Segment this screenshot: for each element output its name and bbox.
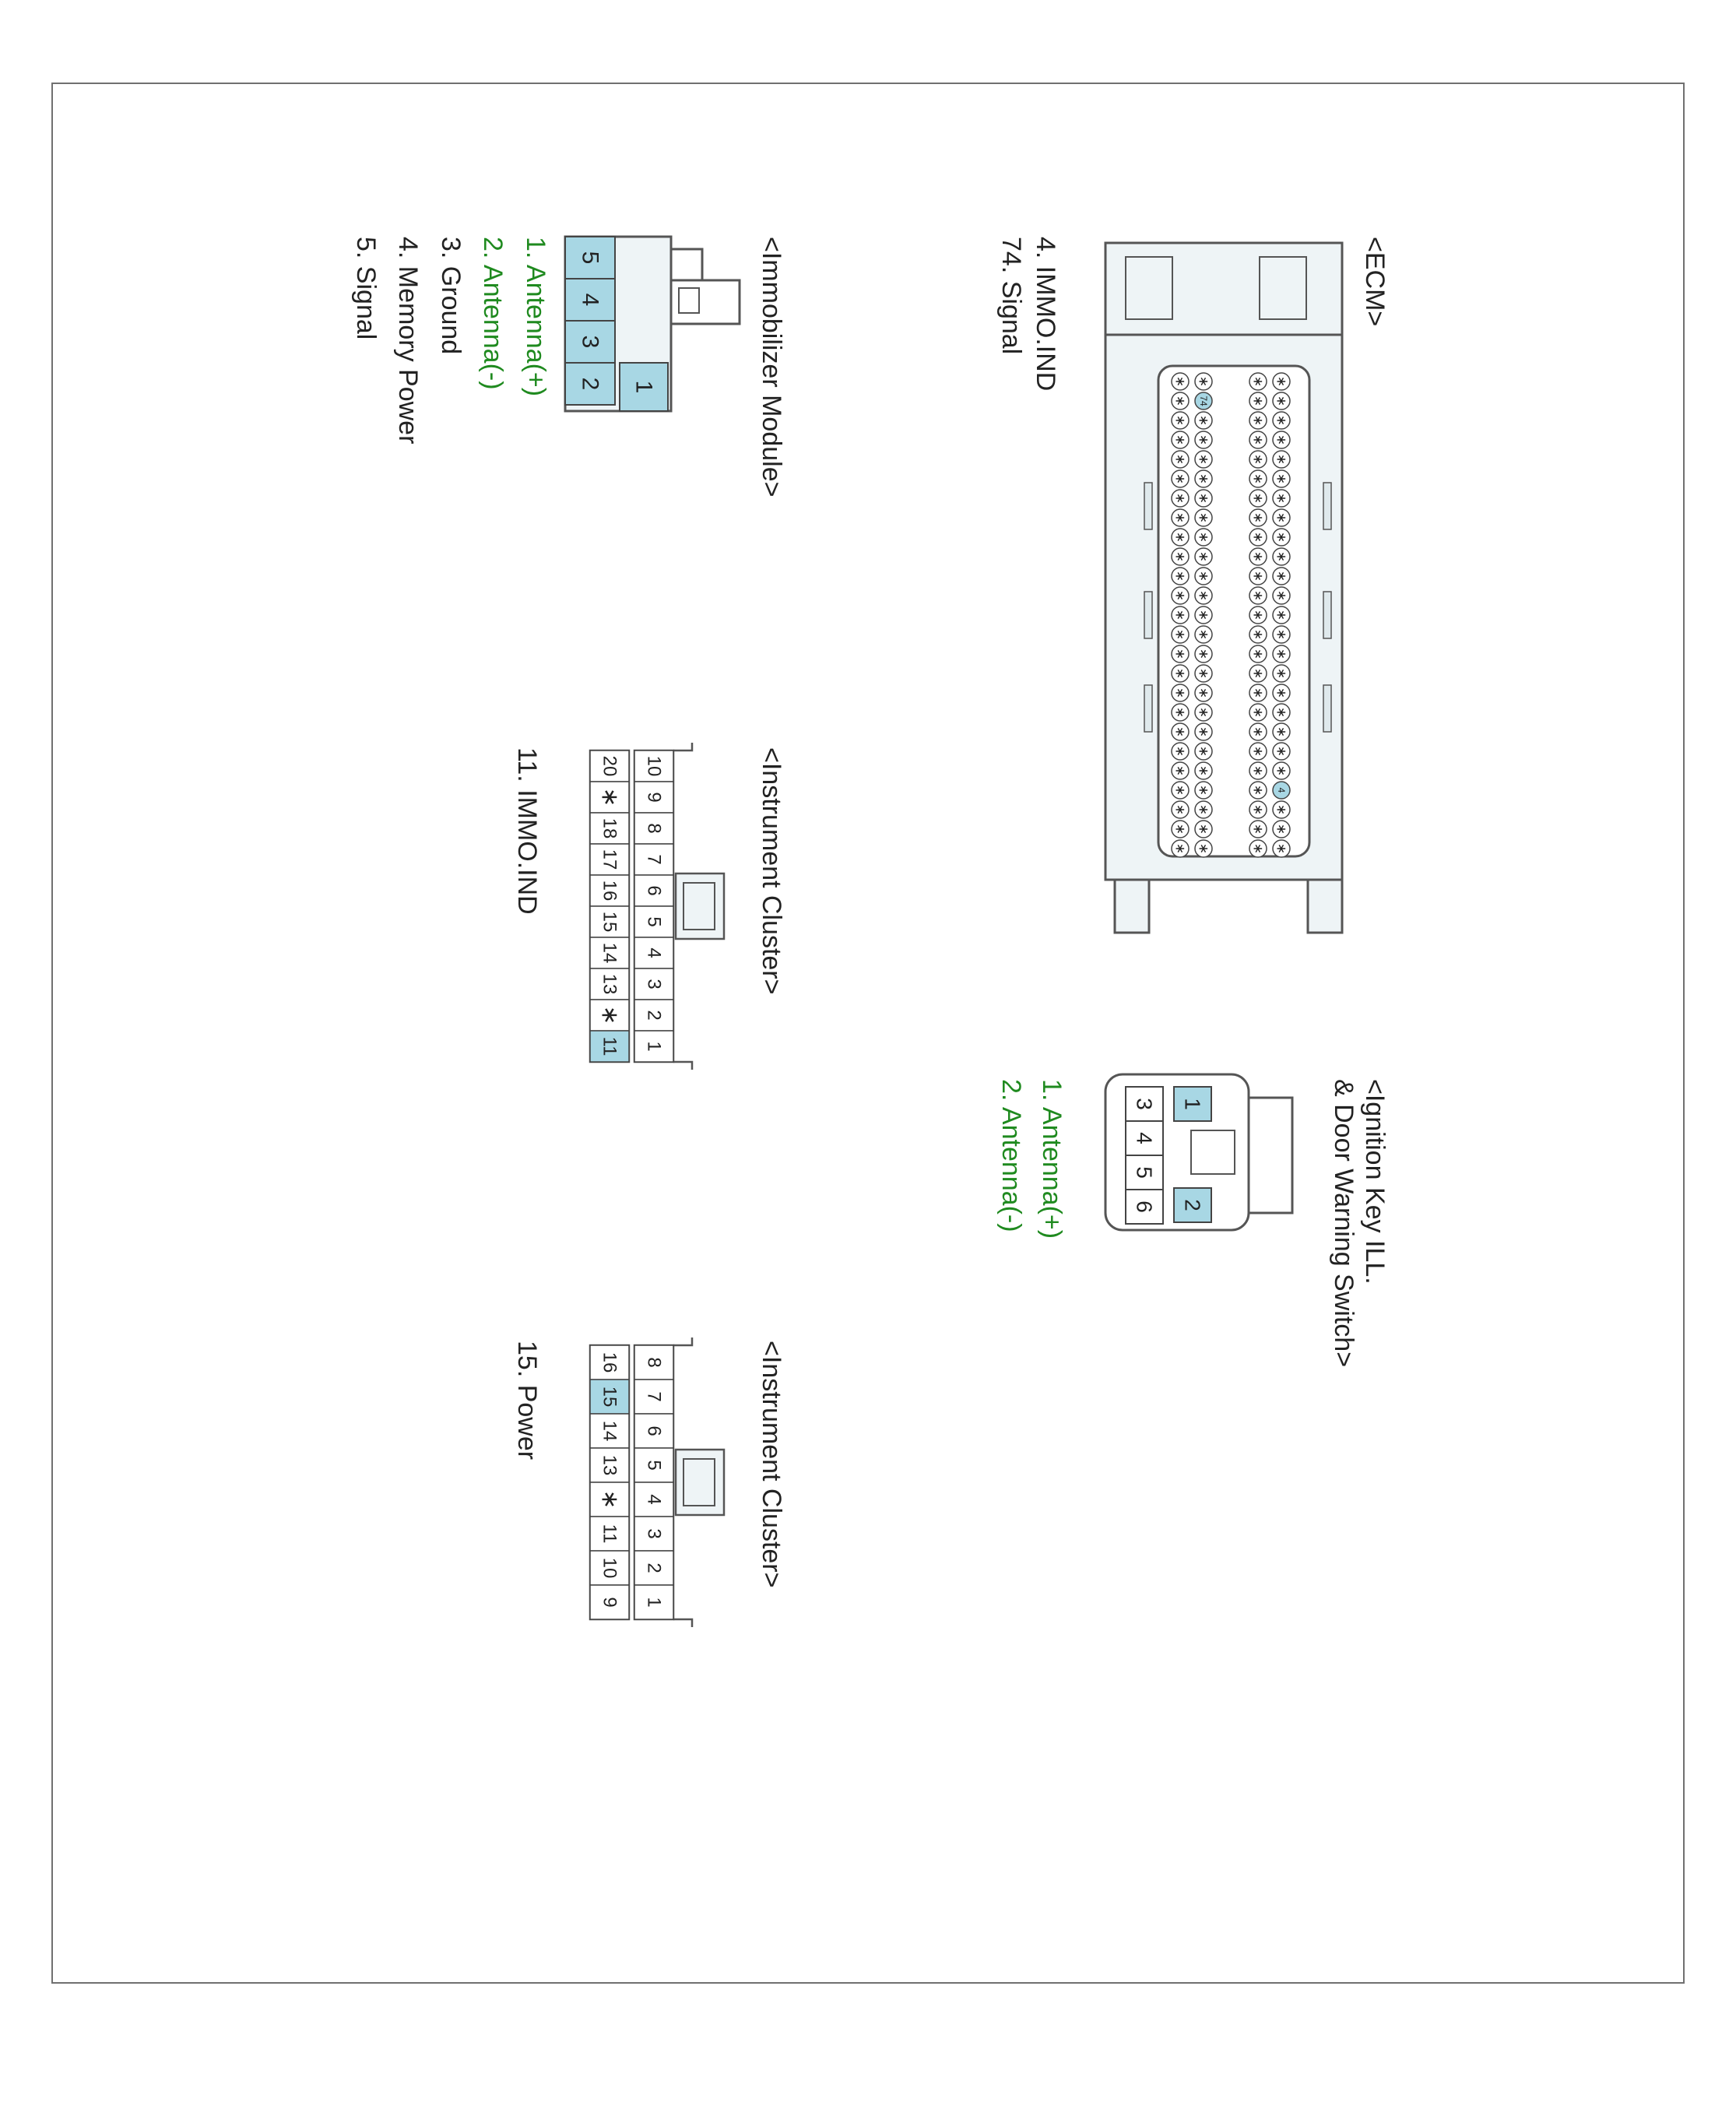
cluster2-cell-b-label-2: 14 bbox=[599, 1420, 620, 1442]
ecm-pin-label-24: ∗ bbox=[1274, 395, 1289, 407]
ecm-pin-label-72: ∗ bbox=[1196, 434, 1211, 446]
cluster2-cell-b-label-3: 13 bbox=[599, 1454, 620, 1476]
ecm-pin-label-80: ∗ bbox=[1172, 765, 1188, 777]
ecm-pin-4: 4. IMMO.IND bbox=[1031, 237, 1060, 392]
ecm-pin-label-32: ∗ bbox=[1250, 726, 1266, 738]
ecm-pin-label-66: ∗ bbox=[1196, 550, 1211, 563]
ecm-pin-label-51: ∗ bbox=[1196, 842, 1211, 855]
ecm-pin-label-79: ∗ bbox=[1172, 784, 1188, 796]
immobilizer-cell-label-3: 3 bbox=[577, 335, 603, 349]
ecm-pin-label-67: ∗ bbox=[1196, 531, 1211, 543]
ecm-rib-2 bbox=[1144, 685, 1152, 732]
ecm-pin-label-26: ∗ bbox=[1250, 842, 1266, 855]
ecm-pin-label-75: ∗ bbox=[1196, 375, 1211, 388]
ecm-pin-label-91: ∗ bbox=[1172, 550, 1188, 563]
ecm-pin-label-78: ∗ bbox=[1172, 803, 1188, 816]
cluster1-cell-label-9: 9 bbox=[643, 792, 665, 803]
ignition-latch bbox=[1249, 1098, 1292, 1213]
ecm-connector bbox=[1105, 243, 1342, 933]
cluster1-pin-11: 11. IMMO.IND bbox=[512, 747, 542, 915]
ecm-pin-label-63: ∗ bbox=[1196, 609, 1211, 621]
ecm-pin-label-37: ∗ bbox=[1250, 628, 1266, 641]
cluster2-cell-label-5: 5 bbox=[643, 1460, 665, 1471]
ecm-pin-label-89: ∗ bbox=[1172, 589, 1188, 602]
ecm-pin-label-39: ∗ bbox=[1250, 589, 1266, 602]
ecm-pin-label-76: ∗ bbox=[1172, 842, 1188, 855]
ecm-pin-label-62: ∗ bbox=[1196, 628, 1211, 641]
ecm-pin-label-68: ∗ bbox=[1196, 511, 1211, 524]
ecm-pin-label-44: ∗ bbox=[1250, 492, 1266, 504]
ecm-pin-label-49: ∗ bbox=[1250, 395, 1266, 407]
cluster2-cell-label-3: 3 bbox=[643, 1528, 665, 1539]
cluster1-cell-b-label-4: 16 bbox=[599, 880, 620, 902]
ecm-pin-label-17: ∗ bbox=[1274, 531, 1289, 543]
ecm-pin-label-94: ∗ bbox=[1172, 492, 1188, 504]
ecm-pin-label-84: ∗ bbox=[1172, 687, 1188, 699]
ecm-pin-label-18: ∗ bbox=[1274, 511, 1289, 524]
cluster1-cell-b-label-7: 13 bbox=[599, 973, 620, 995]
cluster1-cell-label-2: 2 bbox=[643, 1010, 665, 1021]
immobilizer-cell-label-4: 4 bbox=[577, 293, 603, 307]
ecm-pin-label-7: ∗ bbox=[1274, 726, 1289, 738]
ecm-pin-label-71: ∗ bbox=[1196, 453, 1211, 466]
ecm-pin-label-100: ∗ bbox=[1172, 375, 1188, 388]
ecm-pin-label-15: ∗ bbox=[1274, 570, 1289, 582]
ignition-cell-label-4: 4 bbox=[1132, 1132, 1157, 1144]
cluster1-cell-b-label-8: ∗ bbox=[596, 1005, 623, 1025]
cluster2-cell-b-label-7: 9 bbox=[599, 1597, 620, 1608]
ecm-pin-label-29: ∗ bbox=[1250, 784, 1266, 796]
ecm-foot-left bbox=[1115, 880, 1149, 933]
cluster1-cell-b-label-2: 18 bbox=[599, 817, 620, 839]
ecm-pin-label-64: ∗ bbox=[1196, 589, 1211, 602]
ecm-pin-label-83: ∗ bbox=[1172, 706, 1188, 719]
cluster2-title: <Instrument Cluster> bbox=[757, 1341, 786, 1588]
ecm-pin-74: 74. Signal bbox=[996, 237, 1026, 355]
ecm-pin-label-20: ∗ bbox=[1274, 473, 1289, 485]
cluster1-cell-label-8: 8 bbox=[643, 823, 665, 834]
ecm-pin-label-54: ∗ bbox=[1196, 784, 1211, 796]
cluster2-cell-label-7: 7 bbox=[643, 1391, 665, 1402]
immobilizer-lock bbox=[671, 280, 740, 324]
cluster1-cell-b-label-3: 17 bbox=[599, 849, 620, 870]
ecm-pin-label-25: ∗ bbox=[1274, 375, 1289, 388]
ignition-cell-label-6: 6 bbox=[1132, 1200, 1157, 1213]
ignition-cell-label-2: 2 bbox=[1180, 1199, 1205, 1211]
ecm-pin-label-92: ∗ bbox=[1172, 531, 1188, 543]
ignition-cell-label-1: 1 bbox=[1180, 1098, 1205, 1110]
cluster2-cell-label-8: 8 bbox=[643, 1357, 665, 1368]
ecm-rib-r-1 bbox=[1323, 592, 1331, 638]
ecm-pin-label-30: ∗ bbox=[1250, 765, 1266, 777]
ecm-pin-label-3: ∗ bbox=[1274, 803, 1289, 816]
cluster1-tab-bottom bbox=[673, 1062, 692, 1070]
ecm-rib-r-2 bbox=[1323, 685, 1331, 732]
ecm-pin-label-31: ∗ bbox=[1250, 745, 1266, 757]
ecm-pin-label-93: ∗ bbox=[1172, 511, 1188, 524]
cluster2-tab-top bbox=[673, 1337, 692, 1345]
cluster2-connector bbox=[590, 1337, 724, 1627]
ecm-pin-label-27: ∗ bbox=[1250, 823, 1266, 835]
immobilizer-cell-label-1: 1 bbox=[631, 380, 657, 394]
ecm-pin-label-81: ∗ bbox=[1172, 745, 1188, 757]
ecm-pin-label-33: ∗ bbox=[1250, 706, 1266, 719]
ecm-pin-label-69: ∗ bbox=[1196, 492, 1211, 504]
ecm-pin-label-96: ∗ bbox=[1172, 453, 1188, 466]
immobilizer-pin-2: 2. Antenna(-) bbox=[478, 237, 508, 390]
ecm-pin-label-50: ∗ bbox=[1250, 375, 1266, 388]
cluster1-cell-b-label-1: ∗ bbox=[596, 787, 623, 807]
ecm-pin-label-77: ∗ bbox=[1172, 823, 1188, 835]
cluster1-cell-b-label-0: 20 bbox=[599, 755, 620, 777]
cluster1-cell-label-1: 1 bbox=[643, 1041, 665, 1052]
ecm-pin-label-82: ∗ bbox=[1172, 726, 1188, 738]
ecm-rib-1 bbox=[1144, 592, 1152, 638]
cluster2-cell-b-label-0: 16 bbox=[599, 1352, 620, 1373]
cluster2-pin-15: 15. Power bbox=[512, 1341, 542, 1461]
ecm-pin-label-86: ∗ bbox=[1172, 648, 1188, 660]
ecm-pin-label-97: ∗ bbox=[1172, 434, 1188, 446]
ecm-rib-0 bbox=[1144, 483, 1152, 529]
ecm-pin-label-35: ∗ bbox=[1250, 667, 1266, 680]
ecm-title: <ECM> bbox=[1360, 237, 1390, 327]
ignition-title-line2: & Door Warning Switch> bbox=[1329, 1079, 1358, 1368]
ecm-pin-label-14: ∗ bbox=[1274, 589, 1289, 602]
ecm-pin-label-8: ∗ bbox=[1274, 706, 1289, 719]
immobilizer-cell-label-2: 2 bbox=[577, 377, 603, 391]
ecm-pin-label-43: ∗ bbox=[1250, 511, 1266, 524]
ecm-pin-label-16: ∗ bbox=[1274, 550, 1289, 563]
cluster2-tab-bottom bbox=[673, 1619, 692, 1627]
ecm-pin-label-85: ∗ bbox=[1172, 667, 1188, 680]
ecm-pin-label-2: ∗ bbox=[1274, 823, 1289, 835]
cluster1-cell-b-label-6: 14 bbox=[599, 942, 620, 964]
ecm-pin-label-61: ∗ bbox=[1196, 648, 1211, 660]
ecm-pin-label-55: ∗ bbox=[1196, 765, 1211, 777]
ecm-pin-label-70: ∗ bbox=[1196, 473, 1211, 485]
cluster2-cell-label-2: 2 bbox=[643, 1562, 665, 1573]
ecm-pin-label-10: ∗ bbox=[1274, 667, 1289, 680]
cluster2-cell-b-label-1: 15 bbox=[599, 1386, 620, 1408]
ignition-cell-label-5: 5 bbox=[1132, 1166, 1157, 1179]
ecm-pin-label-12: ∗ bbox=[1274, 628, 1289, 641]
ignition-connector bbox=[1105, 1074, 1292, 1230]
cluster2-cell-label-1: 1 bbox=[643, 1597, 665, 1608]
immobilizer-pin-3: 3. Ground bbox=[436, 237, 466, 355]
ecm-pin-label-48: ∗ bbox=[1250, 414, 1266, 427]
ecm-pin-label-19: ∗ bbox=[1274, 492, 1289, 504]
ecm-foot-right bbox=[1308, 880, 1342, 933]
ecm-pin-label-74: 74 bbox=[1198, 395, 1209, 406]
ecm-pin-label-34: ∗ bbox=[1250, 687, 1266, 699]
ecm-pin-label-1: ∗ bbox=[1274, 842, 1289, 855]
ecm-pin-label-6: ∗ bbox=[1274, 745, 1289, 757]
ecm-pin-label-87: ∗ bbox=[1172, 628, 1188, 641]
cluster2-cell-b-label-6: 10 bbox=[599, 1557, 620, 1579]
immobilizer-pin-4: 4. Memory Power bbox=[393, 237, 423, 445]
cluster2-cell-b-label-5: 11 bbox=[599, 1524, 620, 1544]
cluster1-cell-label-10: 10 bbox=[643, 755, 665, 777]
ecm-pin-label-65: ∗ bbox=[1196, 570, 1211, 582]
ecm-pin-label-42: ∗ bbox=[1250, 531, 1266, 543]
ecm-pin-label-13: ∗ bbox=[1274, 609, 1289, 621]
ecm-pin-label-73: ∗ bbox=[1196, 414, 1211, 427]
ignition-pin-1: 1. Antenna(+) bbox=[1037, 1079, 1067, 1239]
ignition-key bbox=[1191, 1130, 1235, 1174]
immobilizer-title: <Immobilizer Module> bbox=[757, 237, 786, 497]
ignition-pin-2: 2. Antenna(-) bbox=[996, 1079, 1026, 1232]
ecm-pin-label-57: ∗ bbox=[1196, 726, 1211, 738]
immobilizer-pin-5: 5. Signal bbox=[351, 237, 381, 340]
ecm-pin-label-46: ∗ bbox=[1250, 453, 1266, 466]
ecm-pin-label-99: ∗ bbox=[1172, 395, 1188, 407]
ecm-pin-label-95: ∗ bbox=[1172, 473, 1188, 485]
cluster2-cell-label-6: 6 bbox=[643, 1425, 665, 1436]
cluster1-cell-label-6: 6 bbox=[643, 885, 665, 896]
cluster1-cell-b-label-9: 11 bbox=[599, 1036, 620, 1056]
ignition-title-line1: <Ignition Key ILL. bbox=[1360, 1079, 1390, 1285]
ecm-pin-label-90: ∗ bbox=[1172, 570, 1188, 582]
ecm-pin-label-41: ∗ bbox=[1250, 550, 1266, 563]
ecm-pin-label-47: ∗ bbox=[1250, 434, 1266, 446]
ecm-pin-label-23: ∗ bbox=[1274, 414, 1289, 427]
ecm-pin-label-21: ∗ bbox=[1274, 453, 1289, 466]
ecm-pin-label-45: ∗ bbox=[1250, 473, 1266, 485]
cluster2-cell-b-label-4: ∗ bbox=[596, 1489, 623, 1510]
ecm-pin-label-9: ∗ bbox=[1274, 687, 1289, 699]
ecm-pin-label-22: ∗ bbox=[1274, 434, 1289, 446]
immobilizer-pin-1: 1. Antenna(+) bbox=[521, 237, 550, 397]
ecm-pin-label-4: 4 bbox=[1276, 787, 1287, 793]
ecm-pin-label-98: ∗ bbox=[1172, 414, 1188, 427]
ecm-pin-label-59: ∗ bbox=[1196, 687, 1211, 699]
cluster1-cell-b-label-5: 15 bbox=[599, 911, 620, 933]
cluster2-cell-label-4: 4 bbox=[643, 1494, 665, 1505]
ecm-pin-label-5: ∗ bbox=[1274, 765, 1289, 777]
ecm-pin-label-38: ∗ bbox=[1250, 609, 1266, 621]
ecm-pin-label-36: ∗ bbox=[1250, 648, 1266, 660]
cluster1-tab-top bbox=[673, 743, 692, 750]
cluster1-cell-label-7: 7 bbox=[643, 854, 665, 865]
cluster1-cell-label-3: 3 bbox=[643, 979, 665, 989]
cluster1-cell-label-5: 5 bbox=[643, 916, 665, 927]
ecm-pin-label-40: ∗ bbox=[1250, 570, 1266, 582]
ecm-pin-label-52: ∗ bbox=[1196, 823, 1211, 835]
cluster1-connector bbox=[590, 743, 724, 1070]
ignition-cell-label-3: 3 bbox=[1132, 1098, 1157, 1110]
ecm-pin-label-28: ∗ bbox=[1250, 803, 1266, 816]
ecm-pin-label-60: ∗ bbox=[1196, 667, 1211, 680]
cluster1-title: <Instrument Cluster> bbox=[757, 747, 786, 995]
cluster1-cell-label-4: 4 bbox=[643, 947, 665, 958]
ecm-pin-label-88: ∗ bbox=[1172, 609, 1188, 621]
ecm-pin-label-53: ∗ bbox=[1196, 803, 1211, 816]
ecm-rib-r-0 bbox=[1323, 483, 1331, 529]
ecm-pin-label-11: ∗ bbox=[1274, 648, 1289, 660]
ecm-pin-label-58: ∗ bbox=[1196, 706, 1211, 719]
immobilizer-cell-label-5: 5 bbox=[577, 251, 603, 265]
immobilizer-connector bbox=[565, 237, 740, 411]
ecm-pin-label-56: ∗ bbox=[1196, 745, 1211, 757]
